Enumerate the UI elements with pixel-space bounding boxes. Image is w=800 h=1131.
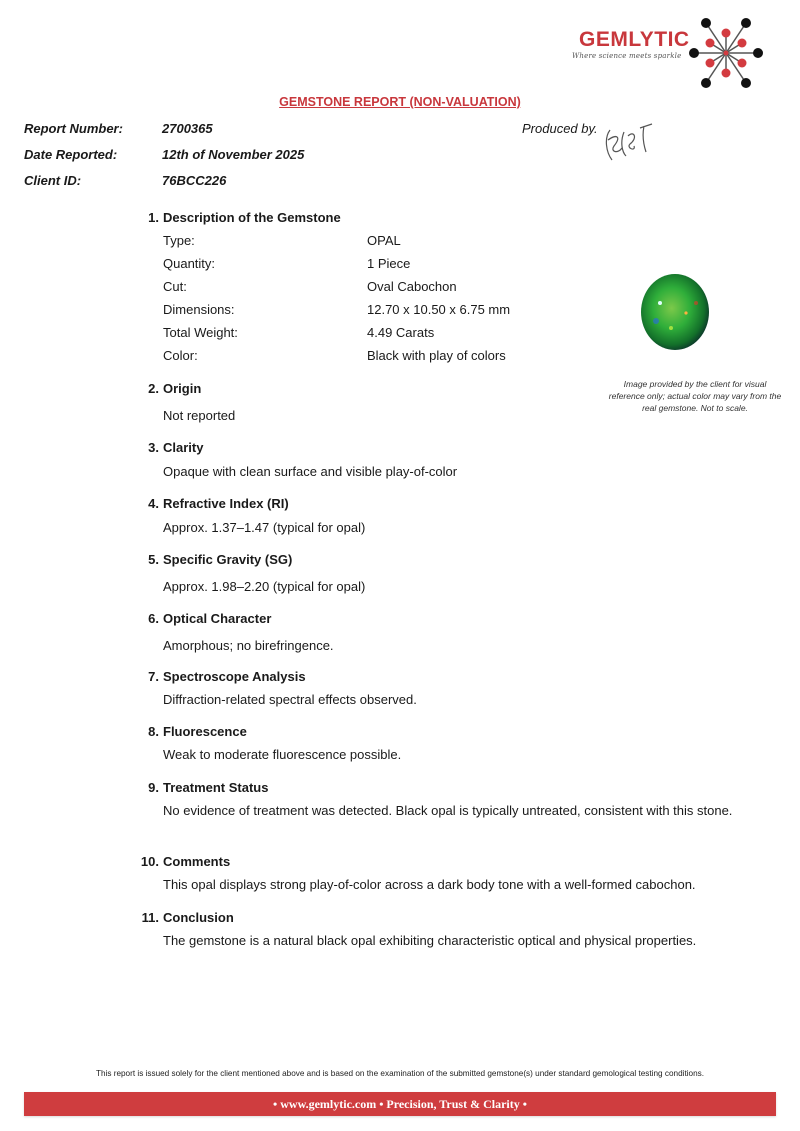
footer-disclaimer: This report is issued solely for the client mentioned above and is based on the examination of the submitted gemstone(s) under standard gemological testing conditions. <box>95 1069 705 1078</box>
section-number: 9. <box>148 780 159 795</box>
spec-row-type <box>133 233 753 256</box>
section-body: This opal displays strong play-of-color across a dark body tone with a well-formed cabochon. <box>163 877 696 892</box>
spec-label: Total Weight: <box>163 325 238 340</box>
brand-logo <box>565 8 765 88</box>
section-title: Description of the Gemstone <box>163 210 341 225</box>
section-specific-gravity <box>133 552 753 596</box>
section-title: Conclusion <box>163 910 234 925</box>
brand-name: GEMLYTIC <box>579 28 690 51</box>
section-title: Clarity <box>163 440 204 455</box>
section-number: 1. <box>148 210 159 225</box>
section-heading <box>133 854 753 872</box>
section-origin <box>133 381 753 425</box>
section-comments <box>133 854 753 894</box>
section-number: 8. <box>148 724 159 739</box>
meta-value: 2700365 <box>162 121 213 136</box>
section-body: Diffraction-related spectral effects observed. <box>163 692 417 707</box>
section-body: Approx. 1.98–2.20 (typical for opal) <box>163 579 366 594</box>
gemstone-photo-caption: Image provided by the client for visual reference only; actual color may vary from the real gemstone. Not to scale. <box>608 379 782 413</box>
meta-label: Date Reported: <box>24 147 118 162</box>
spec-value: Black with play of colors <box>367 348 506 363</box>
section-title: Origin <box>163 381 202 396</box>
section-number: 2. <box>148 381 159 396</box>
spec-value: 12.70 x 10.50 x 6.75 mm <box>367 302 511 317</box>
spec-row-color <box>133 348 753 371</box>
section-spectroscope <box>133 669 753 709</box>
spec-label: Dimensions: <box>163 302 235 317</box>
gemstone-photo <box>636 273 714 351</box>
section-heading <box>133 611 753 629</box>
spec-label: Cut: <box>163 279 187 294</box>
section-title: Refractive Index (RI) <box>163 496 289 511</box>
section-heading <box>133 780 753 798</box>
spec-value: 1 Piece <box>367 256 411 271</box>
section-number: 6. <box>148 611 159 626</box>
section-heading <box>133 669 753 687</box>
section-body: No evidence of treatment was detected. Black opal is typically untreated, consistent with this stone. <box>163 803 733 818</box>
footer-band: • www.gemlytic.com • Precision, Trust & Clarity • <box>24 1092 776 1116</box>
section-number: 11. <box>141 910 159 925</box>
section-number: 10. <box>140 854 159 869</box>
section-number: 7. <box>148 669 159 684</box>
section-treatment-status <box>133 780 753 820</box>
section-title: Specific Gravity (SG) <box>163 552 293 567</box>
brand-tagline: Where science meets sparkle <box>572 52 682 60</box>
meta-label: Report Number: <box>24 121 123 136</box>
section-body: Amorphous; no birefringence. <box>163 638 334 653</box>
section-body: Approx. 1.37–1.47 (typical for opal) <box>163 520 366 535</box>
spec-label: Quantity: <box>163 256 216 271</box>
section-body: Opaque with clean surface and visible play-of-color <box>163 464 458 479</box>
section-optical-character <box>133 611 753 655</box>
spec-value: Oval Cabochon <box>367 279 457 294</box>
report-title: GEMSTONE REPORT (NON-VALUATION) <box>279 95 521 109</box>
section-heading <box>133 496 753 514</box>
section-body: Not reported <box>163 408 236 423</box>
spec-label: Color: <box>163 348 198 363</box>
molecule-logo-icon <box>686 13 766 93</box>
meta-value: 76BCC226 <box>162 173 227 188</box>
meta-label: Client ID: <box>24 173 82 188</box>
section-fluorescence <box>133 724 753 764</box>
section-heading <box>133 440 753 458</box>
section-heading <box>133 210 753 228</box>
meta-value: 12th of November 2025 <box>162 147 305 162</box>
section-title: Spectroscope Analysis <box>163 669 306 684</box>
signature-image <box>600 118 660 168</box>
section-heading <box>133 724 753 742</box>
section-body: The gemstone is a natural black opal exhibiting characteristic optical and physical properties. <box>163 933 697 948</box>
section-title: Comments <box>163 854 231 869</box>
section-clarity <box>133 440 753 481</box>
section-number: 4. <box>148 496 159 511</box>
section-refractive-index <box>133 496 753 537</box>
section-heading <box>133 552 753 570</box>
section-title: Optical Character <box>163 611 272 626</box>
spec-value: 4.49 Carats <box>367 325 435 340</box>
section-body: Weak to moderate fluorescence possible. <box>163 747 402 762</box>
section-heading <box>133 910 753 928</box>
section-number: 5. <box>148 552 159 567</box>
section-conclusion <box>133 910 753 950</box>
section-title: Treatment Status <box>163 780 269 795</box>
section-title: Fluorescence <box>163 724 247 739</box>
section-heading <box>133 381 753 399</box>
spec-value: OPAL <box>367 233 401 248</box>
produced-by-label: Produced by. <box>522 121 598 136</box>
section-number: 3. <box>148 440 159 455</box>
spec-label: Type: <box>163 233 195 248</box>
